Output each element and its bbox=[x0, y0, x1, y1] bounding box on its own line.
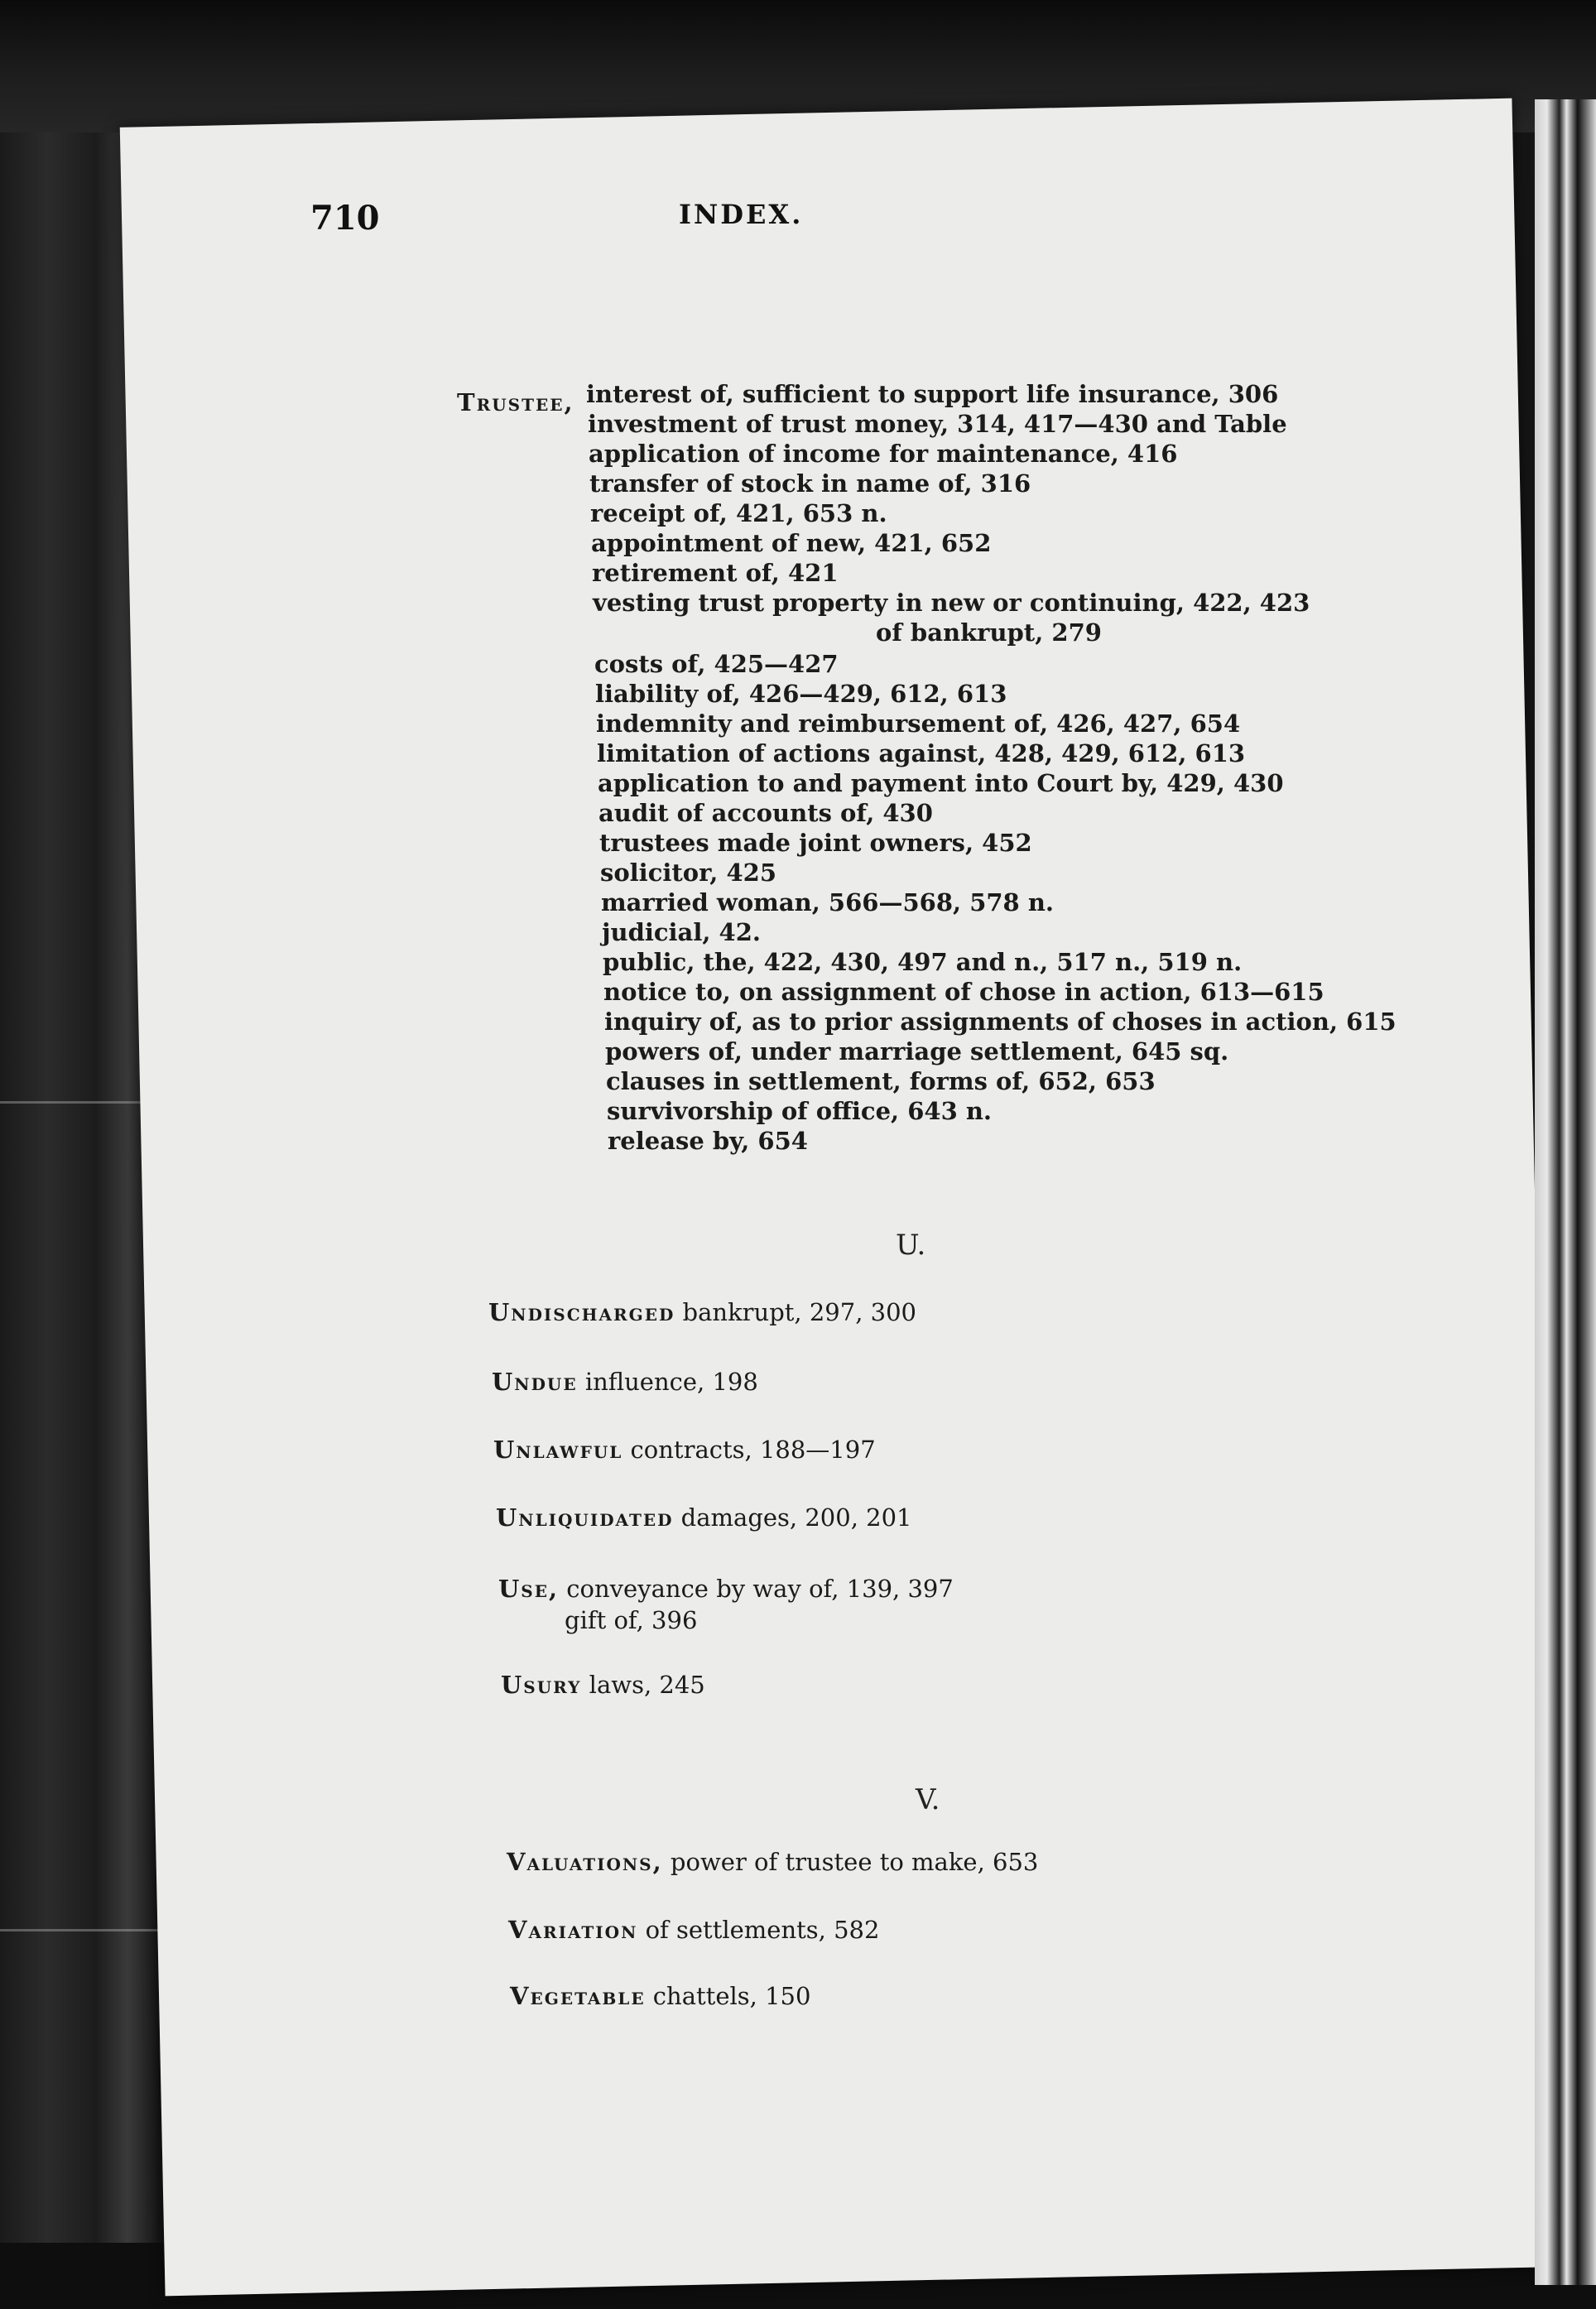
index-entry bbox=[501, 1671, 705, 1699]
page-number: 710 bbox=[310, 199, 380, 238]
trustee-line: application of income for maintenance, 416 bbox=[589, 440, 1178, 468]
trustee-line: notice to, on assignment of chose in action, 613—615 bbox=[603, 978, 1324, 1006]
entry-text: influence, 198 bbox=[577, 1368, 758, 1396]
entry-head: Unlawful bbox=[493, 1436, 623, 1464]
trustee-line: application to and payment into Court by, 429, 430 bbox=[598, 769, 1284, 797]
entry-text: conveyance by way of, 139, 397 bbox=[559, 1575, 954, 1603]
entry-head: Undue bbox=[492, 1368, 578, 1396]
entry-text: bankrupt, 297, 300 bbox=[675, 1298, 917, 1326]
trustee-line: vesting trust property in new or continuing, 422, 423 bbox=[593, 589, 1310, 617]
index-entry bbox=[488, 1298, 916, 1326]
entry-text: damages, 200, 201 bbox=[673, 1503, 912, 1532]
trustee-line: liability of, 426—429, 612, 613 bbox=[595, 680, 1007, 708]
index-entry bbox=[496, 1503, 912, 1532]
entry-head-trustee: Trustee, bbox=[457, 388, 574, 416]
index-entry bbox=[498, 1575, 954, 1603]
page-title: INDEX. bbox=[679, 199, 804, 230]
entry-head: Use, bbox=[498, 1575, 560, 1603]
entry-head: Unliquidated bbox=[496, 1503, 674, 1532]
entry-text: of settlements, 582 bbox=[637, 1916, 880, 1944]
trustee-line: public, the, 422, 430, 497 and n., 517 n., 519 n. bbox=[603, 948, 1243, 976]
trustee-line: transfer of stock in name of, 316 bbox=[589, 469, 1031, 498]
trustee-line: judicial, 42. bbox=[602, 918, 761, 946]
trustee-line: trustees made joint owners, 452 bbox=[599, 829, 1032, 857]
section-letter-u: U. bbox=[896, 1229, 926, 1262]
trustee-line: retirement of, 421 bbox=[592, 559, 839, 587]
index-entry bbox=[565, 1606, 697, 1634]
entry-head: Valuations, bbox=[507, 1848, 663, 1876]
trustee-line: receipt of, 421, 653 n. bbox=[590, 499, 887, 527]
entry-head: Vegetable bbox=[510, 1982, 646, 2010]
trustee-line: of bankrupt, 279 bbox=[876, 618, 1102, 647]
book-binding-edge bbox=[1535, 99, 1596, 2285]
entry-text: laws, 245 bbox=[581, 1671, 705, 1699]
trustee-line: appointment of new, 421, 652 bbox=[591, 529, 992, 557]
entry-text: power of trustee to make, 653 bbox=[662, 1848, 1039, 1876]
entry-head: Usury bbox=[501, 1671, 582, 1699]
index-entry bbox=[493, 1436, 876, 1464]
trustee-line: married woman, 566—568, 578 n. bbox=[601, 888, 1055, 916]
trustee-line: solicitor, 425 bbox=[600, 859, 777, 887]
trustee-line: powers of, under marriage settlement, 645 sq. bbox=[605, 1037, 1229, 1066]
entry-text: contracts, 188—197 bbox=[623, 1436, 876, 1464]
trustee-line: indemnity and reimbursement of, 426, 427, 654 bbox=[596, 710, 1241, 738]
trustee-line: costs of, 425—427 bbox=[594, 650, 839, 678]
index-entry bbox=[507, 1848, 1038, 1876]
trustee-line: inquiry of, as to prior assignments of choses in action, 615 bbox=[604, 1008, 1396, 1036]
trustee-line: clauses in settlement, forms of, 652, 653 bbox=[606, 1067, 1156, 1095]
trustee-line: audit of accounts of, 430 bbox=[598, 799, 933, 827]
entry-head: Undischarged bbox=[488, 1298, 675, 1326]
index-entry bbox=[510, 1982, 810, 2010]
entry-text: gift of, 396 bbox=[565, 1606, 698, 1634]
index-entry bbox=[508, 1916, 879, 1944]
trustee-line: survivorship of office, 643 n. bbox=[607, 1097, 993, 1125]
trustee-line: release by, 654 bbox=[608, 1127, 808, 1155]
entry-text: chattels, 150 bbox=[645, 1982, 811, 2010]
trustee-line: limitation of actions against, 428, 429, 612, 613 bbox=[597, 739, 1246, 767]
index-entry bbox=[492, 1368, 758, 1396]
entry-head: Variation bbox=[508, 1916, 638, 1944]
trustee-line: investment of trust money, 314, 417—430 and Table bbox=[588, 410, 1287, 438]
section-letter-v: V. bbox=[916, 1783, 940, 1816]
trustee-line: interest of, sufficient to support life insurance, 306 bbox=[586, 380, 1279, 408]
